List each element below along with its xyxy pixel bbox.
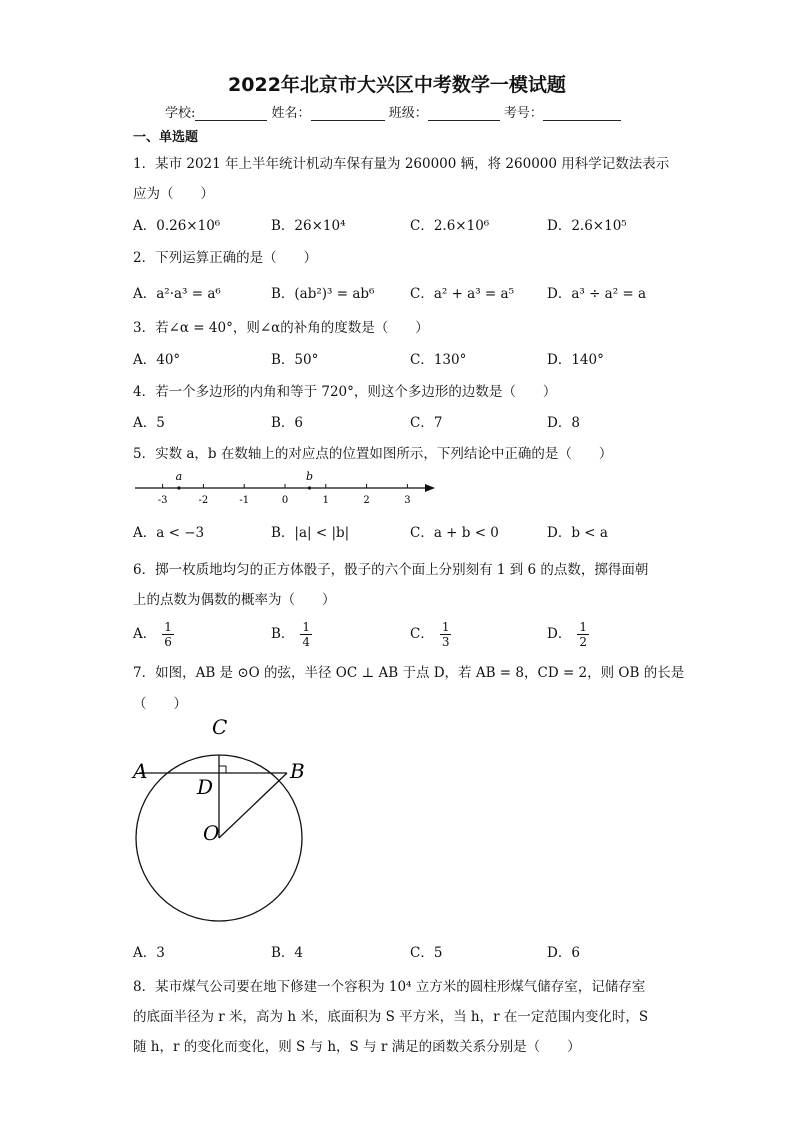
- q5-option-d[interactable]: D．b < a: [547, 525, 608, 541]
- point-b-label: b: [305, 470, 314, 483]
- q6-option-c[interactable]: [410, 620, 451, 649]
- q6-option-d-label: D．: [547, 626, 572, 642]
- fraction-numerator: 1: [302, 620, 311, 634]
- point-a: [177, 486, 180, 489]
- point-a-label: a: [175, 470, 183, 483]
- name-field[interactable]: [311, 106, 385, 121]
- school-label: 学校:: [165, 106, 196, 121]
- number-field[interactable]: [543, 106, 621, 121]
- q6-option-a-label: A．: [133, 626, 157, 642]
- fraction-numerator: 1: [441, 620, 450, 634]
- q1-option-d[interactable]: D．2.6×10⁵: [547, 218, 627, 234]
- label-b: B: [290, 759, 305, 783]
- q1-option-a[interactable]: A．0.26×10⁶: [133, 218, 221, 234]
- fraction-denominator: 2: [579, 635, 587, 649]
- q7-text-line2: （ ）: [133, 696, 187, 712]
- student-info-line: [165, 102, 621, 121]
- class-field[interactable]: [428, 106, 500, 121]
- label-a: A: [133, 759, 148, 783]
- q3-text: 3．若∠α = 40°，则∠α的补角的度数是（ ）: [133, 320, 429, 336]
- q6-option-d-fraction: [577, 620, 589, 649]
- label-o: O: [203, 821, 220, 845]
- q5-option-a[interactable]: A．a < −3: [133, 525, 205, 541]
- q6-text-line1: 6．掷一枚质地均匀的正方体骰子，骰子的六个面上分别刻有 1 到 6 的点数，掷得面朝: [133, 562, 649, 578]
- fraction-denominator: 3: [441, 635, 450, 649]
- axis-tick-label: 2: [363, 495, 370, 506]
- circle-chord-figure: [125, 712, 325, 932]
- label-d: D: [197, 775, 214, 799]
- axis-tick-label: -2: [198, 495, 209, 506]
- class-label: 班级：: [388, 106, 428, 121]
- q3-option-a[interactable]: A．40°: [133, 352, 181, 368]
- fraction-denominator: 6: [164, 635, 172, 649]
- q4-option-b[interactable]: B．6: [271, 415, 304, 431]
- right-angle-mark: [219, 766, 226, 773]
- q2-text: 2．下列运算正确的是（ ）: [133, 250, 318, 266]
- q6-option-c-label: C．: [410, 626, 434, 642]
- fraction-denominator: 4: [302, 635, 311, 649]
- q7-text-line1: 7．如图，AB 是 ⊙O 的弦，半径 OC ⊥ AB 于点 D，若 AB = 8，CD = 2，则 OB 的长是: [133, 665, 685, 681]
- fraction-numerator: 1: [164, 620, 172, 634]
- q3-option-d[interactable]: D．140°: [547, 352, 604, 368]
- q8-text-line3: 随 h，r 的变化而变化，则 S 与 h，S 与 r 满足的函数关系分别是（ ）: [133, 1039, 581, 1055]
- q5-options: [133, 521, 653, 541]
- q8-text-line1: 8．某市煤气公司要在地下修建一个容积为 10⁴ 立方米的圆柱形煤气储存室，记储存室: [133, 979, 646, 995]
- q5-option-b[interactable]: B．|a| < |b|: [271, 525, 350, 541]
- number-line-figure: [133, 466, 443, 508]
- q3-options: [133, 348, 653, 368]
- axis-tick-label: 1: [322, 495, 329, 506]
- q7-option-d[interactable]: D．6: [547, 945, 580, 961]
- label-c: C: [212, 715, 228, 739]
- axis-tick-label: 0: [281, 495, 289, 506]
- q2-option-a[interactable]: A．a²·a³ = a⁶: [133, 286, 221, 302]
- q4-text: 4．若一个多边形的内角和等于 720°，则这个多边形的边数是（ ）: [133, 384, 557, 400]
- q3-option-b[interactable]: B．50°: [271, 352, 319, 368]
- q1-text-line1: 1．某市 2021 年上半年统计机动车保有量为 260000 辆，将 260000 用科学记数法表示: [133, 156, 670, 172]
- fraction-numerator: 1: [579, 620, 587, 634]
- q5-text: 5．实数 a，b 在数轴上的对应点的位置如图所示，下列结论中正确的是（ ）: [133, 446, 613, 462]
- q1-text-line2: 应为（ ）: [133, 186, 214, 202]
- axis-tick-label: -3: [157, 495, 168, 506]
- q1-option-b[interactable]: B．26×10⁴: [271, 218, 346, 234]
- q2-option-c[interactable]: C．a² + a³ = a⁵: [410, 286, 514, 302]
- q7-options: [133, 941, 653, 961]
- q6-text-line2: 上的点数为偶数的概率为（ ）: [133, 592, 336, 608]
- axis-tick-label: 3: [404, 495, 411, 506]
- q6-option-d[interactable]: [547, 620, 589, 649]
- name-label: 姓名：: [271, 106, 311, 121]
- q6-option-a[interactable]: [133, 620, 174, 649]
- q4-option-c[interactable]: C．7: [410, 415, 443, 431]
- q7-option-c[interactable]: C．5: [410, 945, 443, 961]
- q7-option-b[interactable]: B．4: [271, 945, 304, 961]
- q6-option-c-fraction: [440, 620, 452, 649]
- q2-options: [133, 282, 653, 302]
- point-b: [308, 486, 311, 489]
- q4-option-d[interactable]: D．8: [547, 415, 580, 431]
- q4-option-a[interactable]: A．5: [133, 415, 165, 431]
- axis-tick-label: -1: [239, 495, 250, 506]
- school-field[interactable]: [195, 106, 267, 121]
- q6-option-a-fraction: [162, 620, 174, 649]
- q1-options: [133, 214, 653, 234]
- q6-option-b-fraction: [300, 620, 312, 649]
- q2-option-b[interactable]: B．(ab²)³ = ab⁶: [271, 286, 375, 302]
- axis-arrow-icon: [425, 484, 435, 492]
- q8-text-line2: 的底面半径为 r 米，高为 h 米，底面积为 S 平方米，当 h，r 在一定范围内变化时，S: [133, 1009, 649, 1025]
- q2-option-d[interactable]: D．a³ ÷ a² = a: [547, 286, 647, 302]
- q6-option-b-label: B．: [271, 626, 295, 642]
- q3-option-c[interactable]: C．130°: [410, 352, 467, 368]
- q1-option-c[interactable]: C．2.6×10⁶: [410, 218, 490, 234]
- q7-option-a[interactable]: A．3: [133, 945, 165, 961]
- q6-options: [133, 620, 653, 652]
- section-heading: 一、单选题: [133, 130, 199, 145]
- q6-option-b[interactable]: [271, 620, 312, 649]
- q4-options: [133, 411, 653, 431]
- q5-option-c[interactable]: C．a + b < 0: [410, 525, 499, 541]
- number-label: 考号：: [503, 106, 543, 121]
- exam-title: 2022年北京市大兴区中考数学一模试题: [228, 74, 566, 96]
- radius-ob: [219, 773, 287, 838]
